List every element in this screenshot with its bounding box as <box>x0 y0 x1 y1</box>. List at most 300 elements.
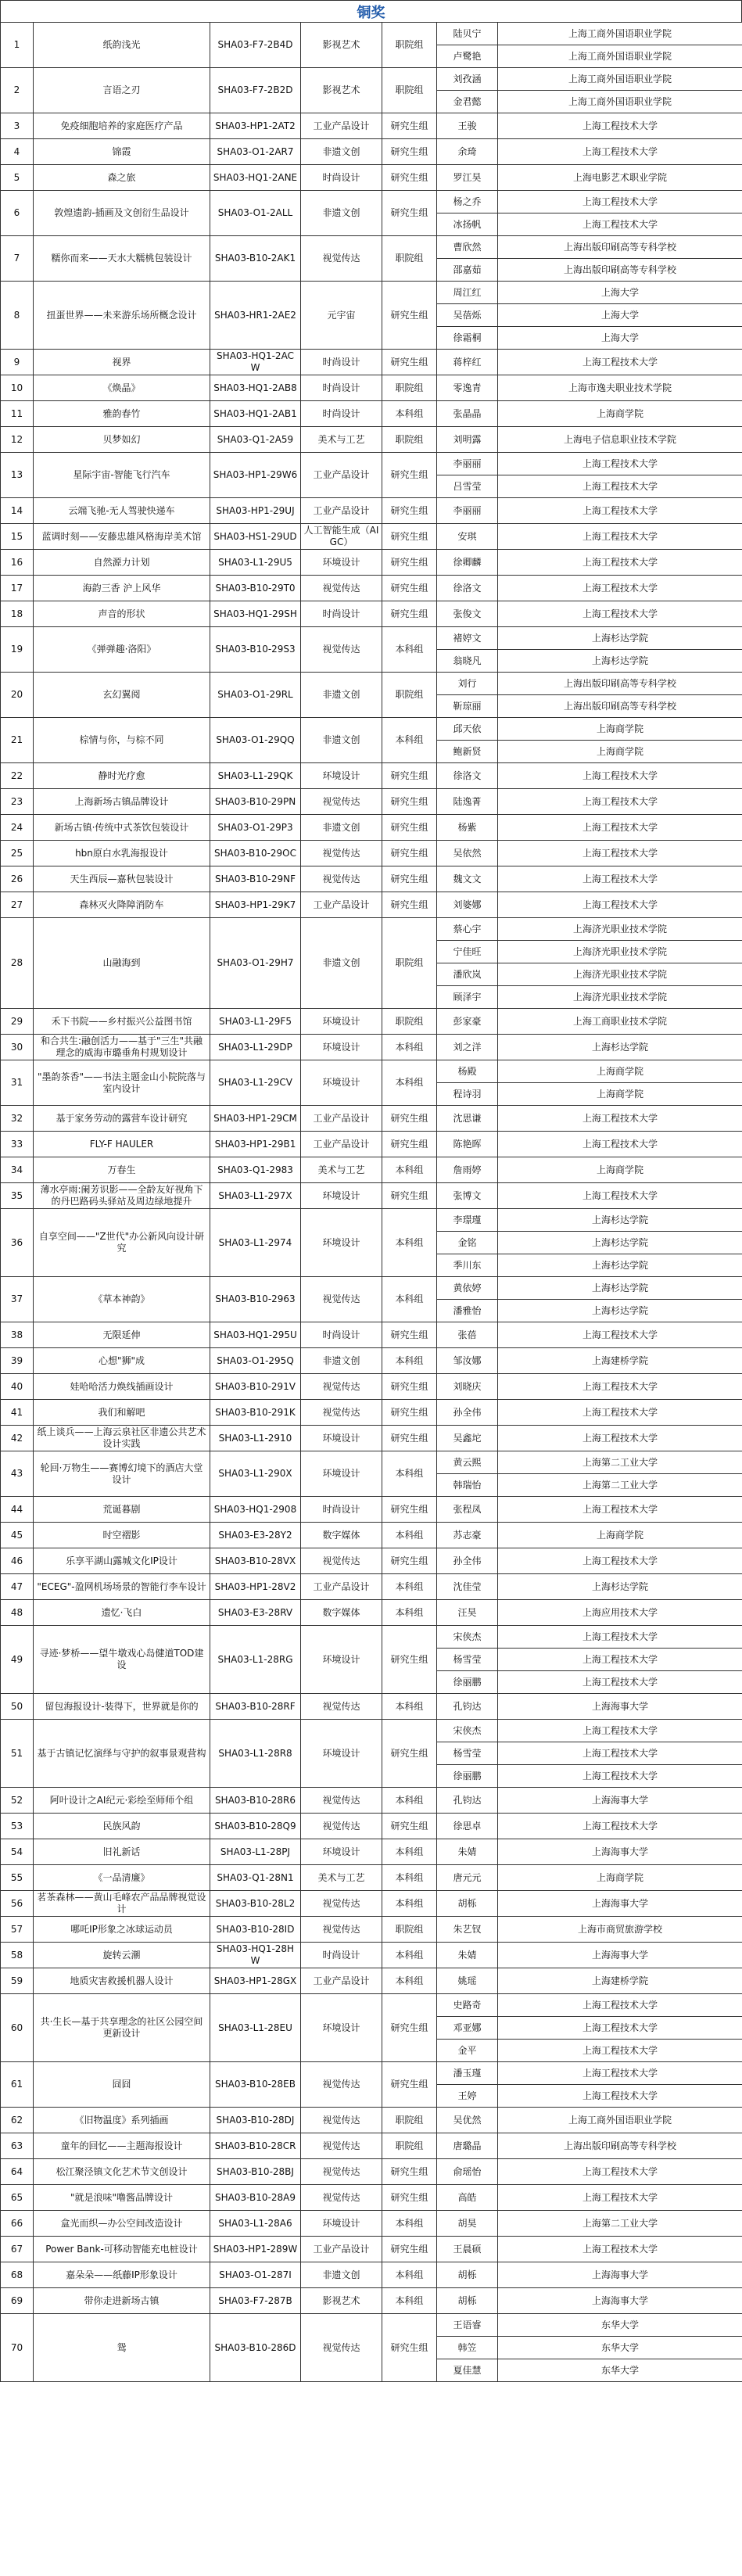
entry-group: 研究生组 <box>382 2062 437 2108</box>
member-school: 上海出版印刷高等专科学校 <box>498 673 742 695</box>
table-row <box>1 401 742 427</box>
member-name: 季川东 <box>437 1254 498 1277</box>
entry-title: 哪吒IP形象之冰球运动员 <box>34 1917 210 1943</box>
entry-title: 和合共生:融创活力——基于"三生"共融理念的威海市璐垂角村规划设计 <box>34 1035 210 1060</box>
member-school: 上海大学 <box>498 304 742 327</box>
entry-number: 62 <box>1 2108 34 2133</box>
member-name: 吴依然 <box>437 841 498 866</box>
member-school: 上海商学院 <box>498 401 742 427</box>
entry-number: 45 <box>1 1523 34 1548</box>
table-row <box>1 2108 742 2133</box>
entry-title: 纸上谈兵——上海云泉社区非遗公共艺术设计实践 <box>34 1426 210 1451</box>
member-school: 上海济光职业技术学院 <box>498 941 742 963</box>
entry-title: 旋转云潮 <box>34 1943 210 1968</box>
table-row <box>1 892 742 918</box>
table-row <box>1 2159 742 2185</box>
table-row <box>1 2185 742 2211</box>
entry-title: 鸳 <box>34 2314 210 2382</box>
member-name: 鲍新贤 <box>437 741 498 763</box>
entry-group: 职院组 <box>382 236 437 282</box>
member-school: 上海工程技术大学 <box>498 892 742 918</box>
entry-group: 本科组 <box>382 1348 437 1374</box>
table-row <box>1 1400 742 1426</box>
member-school: 上海大学 <box>498 327 742 350</box>
award-title: 铜奖 <box>0 0 742 22</box>
entry-code: SHA03-HQ1-29SH <box>210 601 301 627</box>
member-name: 金平 <box>437 2040 498 2062</box>
entry-code: SHA03-O1-29P3 <box>210 815 301 841</box>
member-school: 上海海事大学 <box>498 2288 742 2314</box>
entry-group: 本科组 <box>382 1865 437 1891</box>
entry-title: 静时光疗愈 <box>34 763 210 789</box>
table-row <box>1 1994 742 2017</box>
entry-code: SHA03-O1-2AR7 <box>210 139 301 165</box>
member-school: 上海工程技术大学 <box>498 1765 742 1788</box>
table-row <box>1 350 742 375</box>
member-name: 潘雅怡 <box>437 1300 498 1322</box>
entry-group: 本科组 <box>382 1574 437 1600</box>
entry-code: SHA03-B10-28RF <box>210 1694 301 1720</box>
entry-group: 职院组 <box>382 23 437 68</box>
entry-group: 本科组 <box>382 1277 437 1322</box>
entry-number: 39 <box>1 1348 34 1374</box>
member-school: 上海工程技术大学 <box>498 524 742 550</box>
member-name: 刘明露 <box>437 427 498 453</box>
entry-category: 影视艺术 <box>301 2288 382 2314</box>
table-row <box>1 550 742 576</box>
member-name: 汪昊 <box>437 1600 498 1626</box>
entry-code: SHA03-B10-28L2 <box>210 1891 301 1917</box>
entry-group: 研究生组 <box>382 1183 437 1209</box>
member-school: 上海工程技术大学 <box>498 2185 742 2211</box>
entry-title: 自享空间——"Z世代"办公新风向设计研究 <box>34 1209 210 1277</box>
entry-number: 42 <box>1 1426 34 1451</box>
member-name: 黄依婷 <box>437 1277 498 1300</box>
entry-title: 带你走进新场古镇 <box>34 2288 210 2314</box>
member-school: 上海杉达学院 <box>498 1254 742 1277</box>
entry-category: 视觉传达 <box>301 2133 382 2159</box>
entry-number: 32 <box>1 1106 34 1132</box>
member-name: 高皓 <box>437 2185 498 2211</box>
entry-code: SHA03-L1-28EU <box>210 1994 301 2062</box>
member-name: 王语睿 <box>437 2314 498 2337</box>
entry-number: 23 <box>1 789 34 815</box>
table-row <box>1 2288 742 2314</box>
entry-number: 18 <box>1 601 34 627</box>
entry-code: SHA03-HP1-28GX <box>210 1968 301 1994</box>
entry-code: SHA03-B10-2963 <box>210 1277 301 1322</box>
member-name: 徐霜桐 <box>437 327 498 350</box>
member-name: 周江红 <box>437 282 498 304</box>
table-row <box>1 763 742 789</box>
entry-category: 环境设计 <box>301 550 382 576</box>
entry-code: SHA03-Q1-28N1 <box>210 1865 301 1891</box>
entry-category: 非遗文创 <box>301 918 382 1009</box>
member-school: 上海工程技术大学 <box>498 453 742 475</box>
member-name: 刘婆娜 <box>437 892 498 918</box>
member-school: 上海工程技术大学 <box>498 763 742 789</box>
member-school: 上海工程技术大学 <box>498 1548 742 1574</box>
member-school: 上海市逸夫职业技术学院 <box>498 375 742 401</box>
entry-number: 47 <box>1 1574 34 1600</box>
member-school: 上海工程技术大学 <box>498 1814 742 1839</box>
member-name: 零逸青 <box>437 375 498 401</box>
entry-group: 研究生组 <box>382 1426 437 1451</box>
entry-group: 本科组 <box>382 1694 437 1720</box>
entry-code: SHA03-B10-28R6 <box>210 1788 301 1814</box>
table-row <box>1 498 742 524</box>
entry-group: 研究生组 <box>382 2185 437 2211</box>
entry-group: 本科组 <box>382 1451 437 1497</box>
table-row <box>1 918 742 941</box>
entry-group: 研究生组 <box>382 892 437 918</box>
member-school: 上海第二工业大学 <box>498 1474 742 1497</box>
entry-title: 海韵三香 沪上风华 <box>34 576 210 601</box>
entry-code: SHA03-L1-29CV <box>210 1060 301 1106</box>
entry-number: 40 <box>1 1374 34 1400</box>
table-row <box>1 1497 742 1523</box>
member-school: 上海电子信息职业技术学院 <box>498 427 742 453</box>
entry-code: SHA03-O1-29RL <box>210 673 301 718</box>
member-school: 上海工商外国语职业学院 <box>498 23 742 45</box>
member-name: 宁佳旺 <box>437 941 498 963</box>
entry-number: 22 <box>1 763 34 789</box>
entry-category: 非遗文创 <box>301 718 382 763</box>
table-row <box>1 1322 742 1348</box>
entry-code: SHA03-HS1-29UD <box>210 524 301 550</box>
member-school: 上海杉达学院 <box>498 627 742 650</box>
entry-number: 44 <box>1 1497 34 1523</box>
entry-code: SHA03-HP1-29B1 <box>210 1132 301 1157</box>
entry-category: 视觉传达 <box>301 2185 382 2211</box>
entry-number: 20 <box>1 673 34 718</box>
member-school: 上海杉达学院 <box>498 1277 742 1300</box>
entry-title: 声音的形状 <box>34 601 210 627</box>
entry-title: 地质灾害救援机器人设计 <box>34 1968 210 1994</box>
member-school: 上海杉达学院 <box>498 1300 742 1322</box>
member-school: 上海工程技术大学 <box>498 2085 742 2108</box>
entry-number: 19 <box>1 627 34 673</box>
member-name: 彭家豪 <box>437 1009 498 1035</box>
member-name: 杨之乔 <box>437 191 498 213</box>
table-row <box>1 1626 742 1649</box>
member-name: 蔡心宇 <box>437 918 498 941</box>
entry-category: 视觉传达 <box>301 627 382 673</box>
member-name: 蒋梓红 <box>437 350 498 375</box>
member-name: 杨殿 <box>437 1060 498 1083</box>
entry-category: 视觉传达 <box>301 2159 382 2185</box>
entry-group: 研究生组 <box>382 282 437 350</box>
member-name: 翁晓凡 <box>437 650 498 673</box>
entry-category: 环境设计 <box>301 2211 382 2237</box>
table-row <box>1 1209 742 1232</box>
entry-number: 60 <box>1 1994 34 2062</box>
member-school: 上海工程技术大学 <box>498 139 742 165</box>
entry-group: 职院组 <box>382 375 437 401</box>
entry-title: "ECEG"-盈网机场场景的智能行李车设计 <box>34 1574 210 1600</box>
member-name: 唐璐晶 <box>437 2133 498 2159</box>
entry-group: 研究生组 <box>382 866 437 892</box>
entry-category: 环境设计 <box>301 1183 382 1209</box>
member-name: 邵嘉茹 <box>437 259 498 282</box>
entry-number: 6 <box>1 191 34 236</box>
table-row <box>1 815 742 841</box>
member-name: 姚瑶 <box>437 1968 498 1994</box>
entry-code: SHA03-B10-2AK1 <box>210 236 301 282</box>
member-school: 东华大学 <box>498 2337 742 2359</box>
member-school: 上海工程技术大学 <box>498 2237 742 2262</box>
entry-code: SHA03-HQ1-28HW <box>210 1943 301 1968</box>
member-school: 上海建桥学院 <box>498 1348 742 1374</box>
entry-category: 时尚设计 <box>301 601 382 627</box>
table-row <box>1 601 742 627</box>
member-school: 上海工程技术大学 <box>498 550 742 576</box>
entry-number: 37 <box>1 1277 34 1322</box>
entry-number: 69 <box>1 2288 34 2314</box>
entry-category: 环境设计 <box>301 1060 382 1106</box>
table-row <box>1 1426 742 1451</box>
table-row <box>1 2237 742 2262</box>
member-school: 上海工程技术大学 <box>498 2017 742 2040</box>
entry-group: 本科组 <box>382 1157 437 1183</box>
entry-category: 环境设计 <box>301 1426 382 1451</box>
table-row <box>1 375 742 401</box>
entry-number: 30 <box>1 1035 34 1060</box>
entry-group: 研究生组 <box>382 350 437 375</box>
table-row <box>1 2062 742 2085</box>
member-name: 吕雪莹 <box>437 475 498 498</box>
entry-code: SHA03-L1-29DP <box>210 1035 301 1060</box>
member-name: 吴蓓烁 <box>437 304 498 327</box>
entry-title: 乐享平湖山露城文化IP设计 <box>34 1548 210 1574</box>
table-row <box>1 1865 742 1891</box>
member-school: 上海杉达学院 <box>498 1035 742 1060</box>
table-row <box>1 1523 742 1548</box>
entry-number: 64 <box>1 2159 34 2185</box>
member-school: 上海电影艺术职业学院 <box>498 165 742 191</box>
entry-code: SHA03-B10-29PN <box>210 789 301 815</box>
entry-number: 56 <box>1 1891 34 1917</box>
entry-code: SHA03-HQ1-2AB8 <box>210 375 301 401</box>
entry-code: SHA03-B10-29T0 <box>210 576 301 601</box>
entry-code: SHA03-E3-28Y2 <box>210 1523 301 1548</box>
entry-code: SHA03-HP1-28V2 <box>210 1574 301 1600</box>
member-school: 上海海事大学 <box>498 1839 742 1865</box>
entry-category: 时尚设计 <box>301 1497 382 1523</box>
entry-title: 嘉朵朵——纸藤IP形象设计 <box>34 2262 210 2288</box>
entry-category: 环境设计 <box>301 1209 382 1277</box>
member-name: 顾泽宇 <box>437 986 498 1009</box>
member-name: 俞瑶怡 <box>437 2159 498 2185</box>
entry-code: SHA03-B10-291V <box>210 1374 301 1400</box>
entry-title: "就是浪味"噜酱品牌设计 <box>34 2185 210 2211</box>
entry-category: 工业产品设计 <box>301 1106 382 1132</box>
entry-title: 松江聚泾镇文化艺术节文创设计 <box>34 2159 210 2185</box>
table-row <box>1 139 742 165</box>
entry-group: 本科组 <box>382 2262 437 2288</box>
entry-number: 13 <box>1 453 34 498</box>
member-name: 刘之洋 <box>437 1035 498 1060</box>
entry-group: 本科组 <box>382 401 437 427</box>
entry-number: 52 <box>1 1788 34 1814</box>
entry-title: 遗忆·飞白 <box>34 1600 210 1626</box>
entry-code: SHA03-F7-287B <box>210 2288 301 2314</box>
entry-title: 基于家务劳动的露营车设计研究 <box>34 1106 210 1132</box>
member-name: 吴优然 <box>437 2108 498 2133</box>
entry-title: 娃哈哈活力焕线插画设计 <box>34 1374 210 1400</box>
entry-number: 16 <box>1 550 34 576</box>
entry-group: 研究生组 <box>382 191 437 236</box>
table-row <box>1 1943 742 1968</box>
member-school: 上海出版印刷高等专科学校 <box>498 2133 742 2159</box>
member-name: 朱婧 <box>437 1943 498 1968</box>
member-name: 朱艺钗 <box>437 1917 498 1943</box>
entry-code: SHA03-O1-29H7 <box>210 918 301 1009</box>
entry-category: 视觉传达 <box>301 1788 382 1814</box>
member-name: 胡栎 <box>437 1891 498 1917</box>
entry-number: 57 <box>1 1917 34 1943</box>
entry-code: SHA03-HP1-29UJ <box>210 498 301 524</box>
entry-group: 研究生组 <box>382 1374 437 1400</box>
member-name: 李丽丽 <box>437 498 498 524</box>
member-school: 上海工程技术大学 <box>498 498 742 524</box>
entry-group: 职院组 <box>382 427 437 453</box>
member-name: 徐丽鹏 <box>437 1671 498 1694</box>
entry-group: 本科组 <box>382 1600 437 1626</box>
entry-number: 1 <box>1 23 34 68</box>
entry-category: 时尚设计 <box>301 1943 382 1968</box>
entry-number: 4 <box>1 139 34 165</box>
entry-category: 工业产品设计 <box>301 453 382 498</box>
entry-title: 民族风韵 <box>34 1814 210 1839</box>
entry-category: 元宇宙 <box>301 282 382 350</box>
member-name: 余琦 <box>437 139 498 165</box>
entry-number: 15 <box>1 524 34 550</box>
member-school: 上海工程技术大学 <box>498 113 742 139</box>
table-row <box>1 1891 742 1917</box>
entry-title: 锦霞 <box>34 139 210 165</box>
entry-title: 蓝调时刻——安藤忠雄风格海岸美术馆 <box>34 524 210 550</box>
entry-group: 研究生组 <box>382 601 437 627</box>
member-school: 上海工程技术大学 <box>498 1374 742 1400</box>
entry-category: 非遗文创 <box>301 1348 382 1374</box>
entry-number: 61 <box>1 2062 34 2108</box>
table-row <box>1 718 742 741</box>
entry-category: 视觉传达 <box>301 1891 382 1917</box>
table-row <box>1 2211 742 2237</box>
entry-category: 视觉传达 <box>301 841 382 866</box>
table-row <box>1 1157 742 1183</box>
entry-code: SHA03-HQ1-2AB1 <box>210 401 301 427</box>
member-school: 上海工程技术大学 <box>498 2062 742 2085</box>
member-name: 张程凤 <box>437 1497 498 1523</box>
entry-group: 研究生组 <box>382 576 437 601</box>
entry-code: SHA03-B10-28EB <box>210 2062 301 2108</box>
member-school: 上海济光职业技术学院 <box>498 918 742 941</box>
member-name: 冰扬帆 <box>437 213 498 236</box>
member-school: 上海工程技术大学 <box>498 1626 742 1649</box>
member-name: 安琪 <box>437 524 498 550</box>
member-school: 上海工程技术大学 <box>498 1400 742 1426</box>
table-row <box>1 1277 742 1300</box>
entry-category: 时尚设计 <box>301 1322 382 1348</box>
table-row <box>1 673 742 695</box>
entry-title: 《一品清廉》 <box>34 1865 210 1891</box>
entry-category: 环境设计 <box>301 1626 382 1694</box>
entry-title: 无限延伸 <box>34 1322 210 1348</box>
member-name: 邓亚娜 <box>437 2017 498 2040</box>
member-name: 金铭 <box>437 1232 498 1254</box>
entry-number: 28 <box>1 918 34 1009</box>
member-school: 上海工程技术大学 <box>498 1106 742 1132</box>
member-school: 上海工程技术大学 <box>498 1720 742 1742</box>
entry-group: 研究生组 <box>382 113 437 139</box>
entry-number: 34 <box>1 1157 34 1183</box>
entry-group: 本科组 <box>382 1060 437 1106</box>
entry-code: SHA03-L1-29QK <box>210 763 301 789</box>
member-name: 刘孜涵 <box>437 68 498 91</box>
entry-number: 7 <box>1 236 34 282</box>
entry-title: 盒光而织—办公空间改造设计 <box>34 2211 210 2237</box>
entry-category: 环境设计 <box>301 1994 382 2062</box>
table-row <box>1 1814 742 1839</box>
member-name: 韩笠 <box>437 2337 498 2359</box>
entry-category: 工业产品设计 <box>301 1574 382 1600</box>
member-name: 李璟瑾 <box>437 1209 498 1232</box>
entry-code: SHA03-HP1-289W <box>210 2237 301 2262</box>
table-row <box>1 23 742 45</box>
member-name: 夏佳慧 <box>437 2359 498 2382</box>
entry-group: 研究生组 <box>382 2159 437 2185</box>
entry-category: 美术与工艺 <box>301 1157 382 1183</box>
entry-code: SHA03-HP1-29W6 <box>210 453 301 498</box>
entry-code: SHA03-HQ1-295U <box>210 1322 301 1348</box>
entry-code: SHA03-B10-28CR <box>210 2133 301 2159</box>
entry-title: 森之旅 <box>34 165 210 191</box>
entry-code: SHA03-B10-28Q9 <box>210 1814 301 1839</box>
entry-number: 36 <box>1 1209 34 1277</box>
entry-number: 59 <box>1 1968 34 1994</box>
table-row <box>1 427 742 453</box>
entry-number: 29 <box>1 1009 34 1035</box>
table-row <box>1 1132 742 1157</box>
member-name: 杨紫 <box>437 815 498 841</box>
member-name: 宋侠杰 <box>437 1626 498 1649</box>
entry-code: SHA03-HQ1-2ACW <box>210 350 301 375</box>
entry-group: 研究生组 <box>382 1322 437 1348</box>
entry-number: 3 <box>1 113 34 139</box>
entry-number: 49 <box>1 1626 34 1694</box>
table-row <box>1 1183 742 1209</box>
table-row <box>1 576 742 601</box>
member-name: 宋侠杰 <box>437 1720 498 1742</box>
entry-code: SHA03-O1-2ALL <box>210 191 301 236</box>
member-name: 胡栎 <box>437 2288 498 2314</box>
table-row <box>1 1600 742 1626</box>
entry-number: 66 <box>1 2211 34 2237</box>
member-name: 徐思卓 <box>437 1814 498 1839</box>
member-school: 上海工商外国语职业学院 <box>498 2108 742 2133</box>
member-school: 上海工程技术大学 <box>498 1322 742 1348</box>
entry-group: 研究生组 <box>382 1720 437 1788</box>
member-school: 上海工程技术大学 <box>498 866 742 892</box>
table-row <box>1 1968 742 1994</box>
entry-code: SHA03-L1-29F5 <box>210 1009 301 1035</box>
entry-category: 工业产品设计 <box>301 1132 382 1157</box>
entry-title: 荒诞暮剧 <box>34 1497 210 1523</box>
entry-group: 研究生组 <box>382 2237 437 2262</box>
member-name: 徐丽鹏 <box>437 1765 498 1788</box>
